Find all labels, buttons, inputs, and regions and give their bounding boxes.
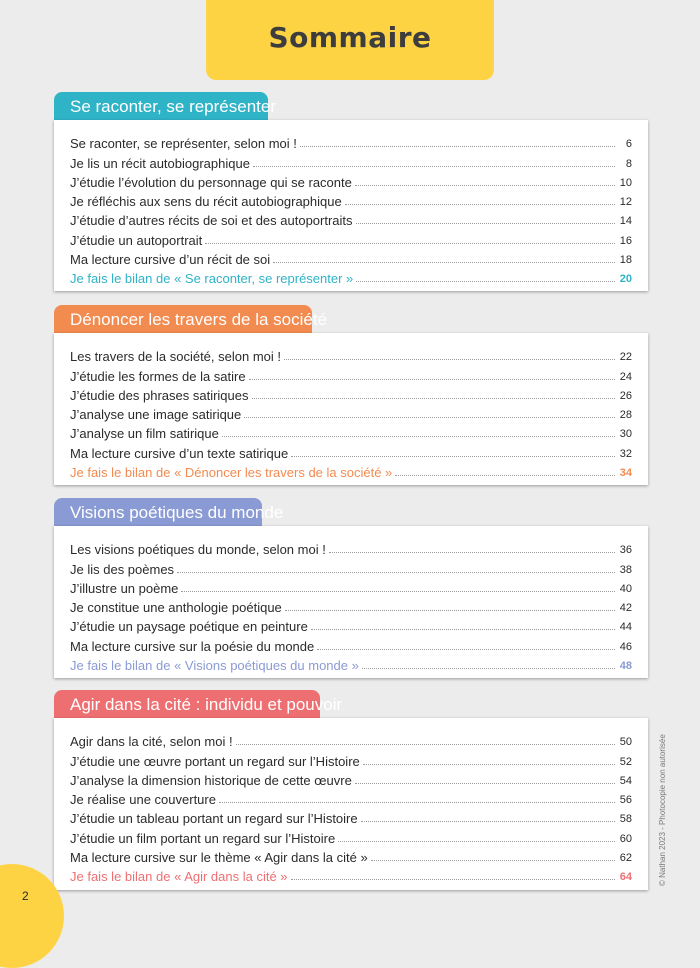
toc-entry[interactable]: J’analyse une image satirique 28: [70, 407, 632, 423]
toc-entry[interactable]: J’étudie un autoportrait 16: [70, 232, 632, 248]
section-card: [54, 718, 648, 890]
toc-entry[interactable]: Je lis un récit autobiographique 8: [70, 155, 632, 171]
toc-entry[interactable]: Les visions poétiques du monde, selon moi ! 36: [70, 542, 632, 558]
toc-entry[interactable]: J’étudie d’autres récits de soi et des autoportraits 14: [70, 213, 632, 229]
toc-entry[interactable]: Ma lecture cursive d’un récit de soi 18: [70, 252, 632, 268]
toc-entry[interactable]: Je réalise une couverture 56: [70, 792, 632, 808]
toc-recap-entry[interactable]: Je fais le bilan de « Se raconter, se représenter » 20: [70, 271, 632, 287]
section-card: [54, 120, 648, 291]
toc-entry[interactable]: J’étudie un tableau portant un regard sur l’Histoire 58: [70, 811, 632, 827]
section-card: [54, 333, 648, 485]
page-number: 2: [22, 889, 29, 903]
toc-entry[interactable]: Je lis des poèmes 38: [70, 561, 632, 577]
section-tab[interactable]: Visions poétiques du monde: [54, 498, 262, 528]
toc-recap-entry[interactable]: Je fais le bilan de « Dénoncer les travers de la société » 34: [70, 465, 632, 481]
toc-entry[interactable]: J’analyse la dimension historique de cette œuvre 54: [70, 772, 632, 788]
section-card: [54, 526, 648, 678]
title-banner: [208, 0, 492, 80]
section-tab[interactable]: Se raconter, se représenter: [54, 92, 268, 122]
toc-entry[interactable]: Je constitue une anthologie poétique 42: [70, 600, 632, 616]
page-title: Sommaire: [268, 20, 432, 54]
toc-entry[interactable]: Les travers de la société, selon moi ! 22: [70, 349, 632, 365]
toc-entry[interactable]: J’étudie les formes de la satire 24: [70, 368, 632, 384]
toc-entry[interactable]: J’étudie une œuvre portant un regard sur l’Histoire 52: [70, 753, 632, 769]
toc-recap-entry[interactable]: Je fais le bilan de « Visions poétiques du monde » 48: [70, 658, 632, 674]
toc-entry[interactable]: J’analyse un film satirique 30: [70, 426, 632, 442]
toc-entry[interactable]: J’étudie des phrases satiriques 26: [70, 387, 632, 403]
toc-entry[interactable]: J’étudie un film portant un regard sur l’Histoire 60: [70, 830, 632, 846]
section-tab[interactable]: Agir dans la cité : individu et pouvoir: [54, 690, 320, 720]
toc-entry[interactable]: Se raconter, se représenter, selon moi ! 6: [70, 136, 632, 152]
toc-entry[interactable]: Je réfléchis aux sens du récit autobiographique 12: [70, 194, 632, 210]
toc-recap-entry[interactable]: Je fais le bilan de « Agir dans la cité » 64: [70, 869, 632, 885]
toc-entry[interactable]: Ma lecture cursive sur la poésie du monde 46: [70, 638, 632, 654]
toc-entry[interactable]: Ma lecture cursive d’un texte satirique 32: [70, 445, 632, 461]
toc-entry[interactable]: J’illustre un poème 40: [70, 580, 632, 596]
toc-entry[interactable]: Ma lecture cursive sur le thème « Agir dans la cité » 62: [70, 850, 632, 866]
toc-entry[interactable]: Agir dans la cité, selon moi ! 50: [70, 734, 632, 750]
toc-entry[interactable]: J’étudie un paysage poétique en peinture 44: [70, 619, 632, 635]
copyright-notice: © Nathan 2023 - Photocopie non autorisée: [658, 734, 667, 886]
toc-entry[interactable]: J’étudie l’évolution du personnage qui se raconte 10: [70, 174, 632, 190]
section-tab[interactable]: Dénoncer les travers de la société: [54, 305, 312, 335]
